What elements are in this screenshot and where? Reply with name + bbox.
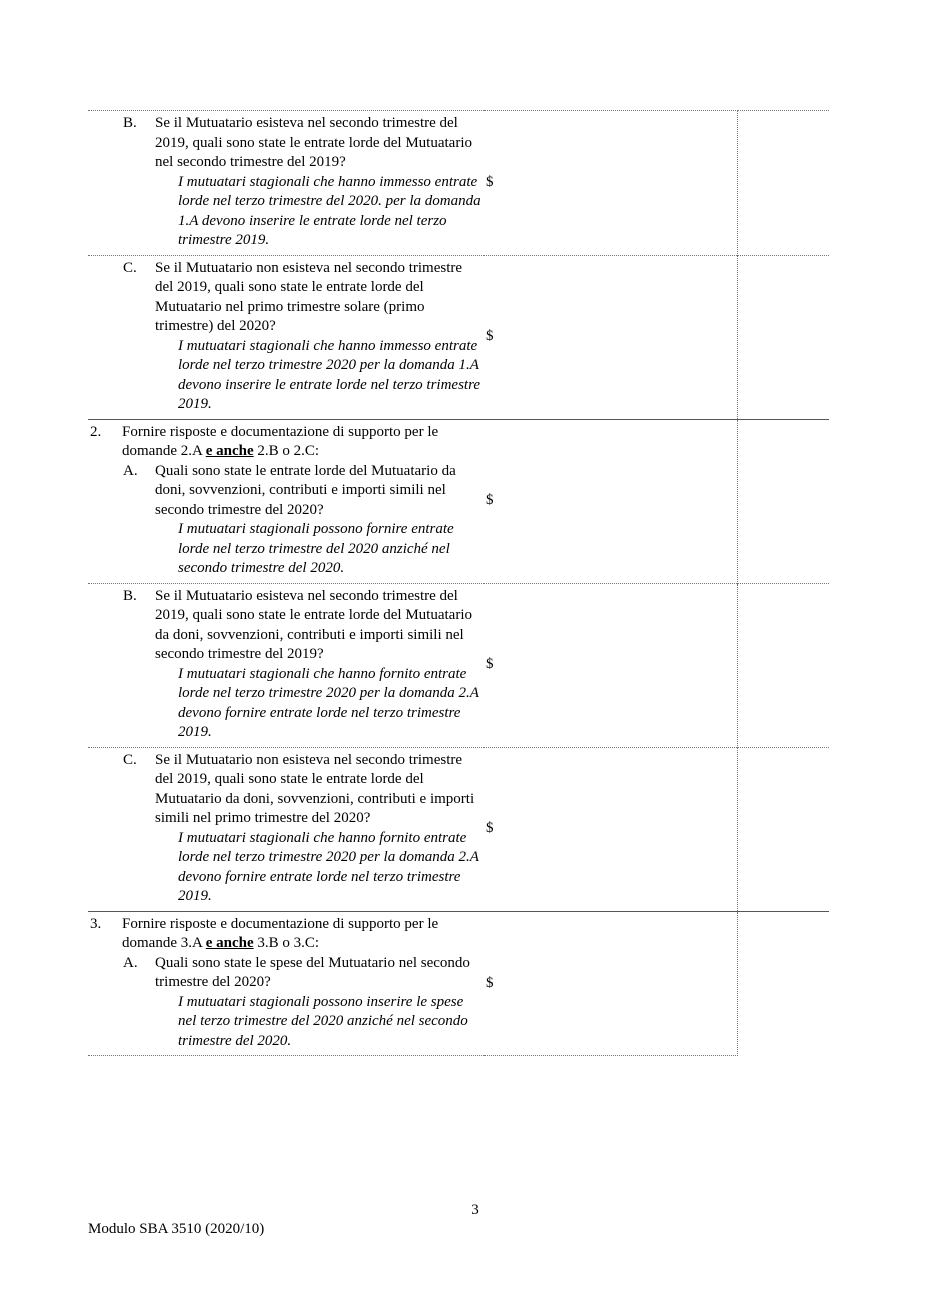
question-cell: [88, 419, 484, 583]
currency-symbol: $: [486, 174, 494, 190]
seasonal-note: I mutuatari stagionali che hanno immesso entrate lorde nel terzo trimestre 2020 per la domanda 1.A devono inserire le entrate lorde nel terzo trimestre 2019.: [178, 337, 481, 412]
seasonal-note: I mutuatari stagionali possono fornire entrate lorde nel terzo trimestre del 2020 anziché nel secondo trimestre del 2020.: [178, 521, 454, 576]
currency-symbol: $: [486, 656, 494, 673]
question-cell: [88, 583, 484, 747]
question-label: A.: [123, 954, 138, 971]
blank-cell: [737, 747, 829, 911]
emphasis-text: e anche: [205, 935, 254, 951]
section-intro: Fornire risposte e documentazione di supporto per le domande 3.A e anche 3.B o 3.C:: [122, 915, 439, 951]
question-label: C.: [123, 259, 137, 276]
form-footer: Modulo SBA 3510 (2020/10): [88, 1221, 265, 1237]
emphasis-text: e anche: [205, 443, 254, 459]
blank-cell: [737, 911, 829, 1056]
question-row-2c: [88, 747, 829, 911]
question-label: B.: [123, 115, 137, 131]
question-text: Se il Mutuatario esisteva nel secondo trimestre del 2019, quali sono state le entrate lorde del Mutuatario nel secondo trimestre del 2019?: [155, 115, 472, 170]
loan-form-table: [88, 110, 829, 1056]
question-text: Quali sono state le entrate lorde del Mutuatario da doni, sovvenzioni, contributi e importi simili nel secondo trimestre del 2020?: [155, 462, 456, 518]
question-label: A.: [123, 462, 138, 479]
amount-field-2c[interactable]: [484, 747, 737, 911]
question-row-1c: [88, 255, 829, 419]
amount-field-1c[interactable]: [484, 255, 737, 419]
page-number: 3: [471, 1202, 479, 1218]
question-row-3a: [88, 911, 829, 1056]
amount-field-2b[interactable]: [484, 583, 737, 747]
currency-symbol: $: [486, 328, 494, 345]
blank-cell: [737, 255, 829, 419]
currency-symbol: $: [486, 492, 494, 509]
amount-field-1b[interactable]: [484, 111, 737, 256]
question-text: Se il Mutuatario non esisteva nel secondo trimestre del 2019, quali sono state le entrate lorde del Mutuatario nel primo trimestre solare (primo trimestre) del 2020?: [155, 259, 463, 334]
section-intro: Fornire risposte e documentazione di supporto per le domande 2.A e anche 2.B o 2.C:: [122, 423, 439, 459]
seasonal-note: I mutuatari stagionali che hanno fornito entrate lorde nel terzo trimestre 2020 per la domanda 2.A devono fornire entrate lorde nel terzo trimestre 2019.: [178, 829, 479, 904]
question-text: Se il Mutuatario non esisteva nel secondo trimestre del 2019, quali sono state le entrate lorde del Mutuatario da doni, sovvenzioni, contributi e importi simili nel primo trimestre del 2020?: [155, 751, 475, 826]
seasonal-note: I mutuatari stagionali che hanno immesso entrate lorde nel terzo trimestre del 2020. per la domanda 1.A devono inserire le entrate lorde nel terzo trimestre 2019.: [178, 173, 481, 248]
question-row-1b: [88, 111, 829, 256]
question-text: Se il Mutuatario esisteva nel secondo trimestre del 2019, quali sono state le entrate lorde del Mutuatario da doni, sovvenzioni, contributi e importi simili nel secondo trimestre del 2019?: [155, 587, 472, 662]
question-label: C.: [123, 751, 137, 768]
question-number: 3.: [90, 915, 102, 932]
currency-symbol: $: [486, 974, 494, 991]
blank-cell: [737, 583, 829, 747]
currency-symbol: $: [486, 820, 494, 837]
question-text: Quali sono state le spese del Mutuatario nel secondo trimestre del 2020?: [155, 954, 470, 990]
question-row-2b: [88, 583, 829, 747]
question-cell: [88, 911, 484, 1056]
question-cell: [88, 111, 484, 256]
question-number: 2.: [90, 423, 102, 440]
question-label: B.: [123, 587, 137, 604]
amount-field-3a[interactable]: [484, 911, 737, 1056]
blank-cell: [737, 111, 829, 256]
seasonal-note: I mutuatari stagionali possono inserire le spese nel terzo trimestre del 2020 anziché nel secondo trimestre del 2020.: [178, 993, 468, 1049]
question-row-2a: [88, 419, 829, 583]
blank-cell: [737, 419, 829, 583]
seasonal-note: I mutuatari stagionali che hanno fornito entrate lorde nel terzo trimestre 2020 per la domanda 2.A devono fornire entrate lorde nel terzo trimestre 2019.: [178, 665, 479, 740]
question-cell: [88, 255, 484, 419]
amount-field-2a[interactable]: [484, 419, 737, 583]
question-cell: [88, 747, 484, 911]
